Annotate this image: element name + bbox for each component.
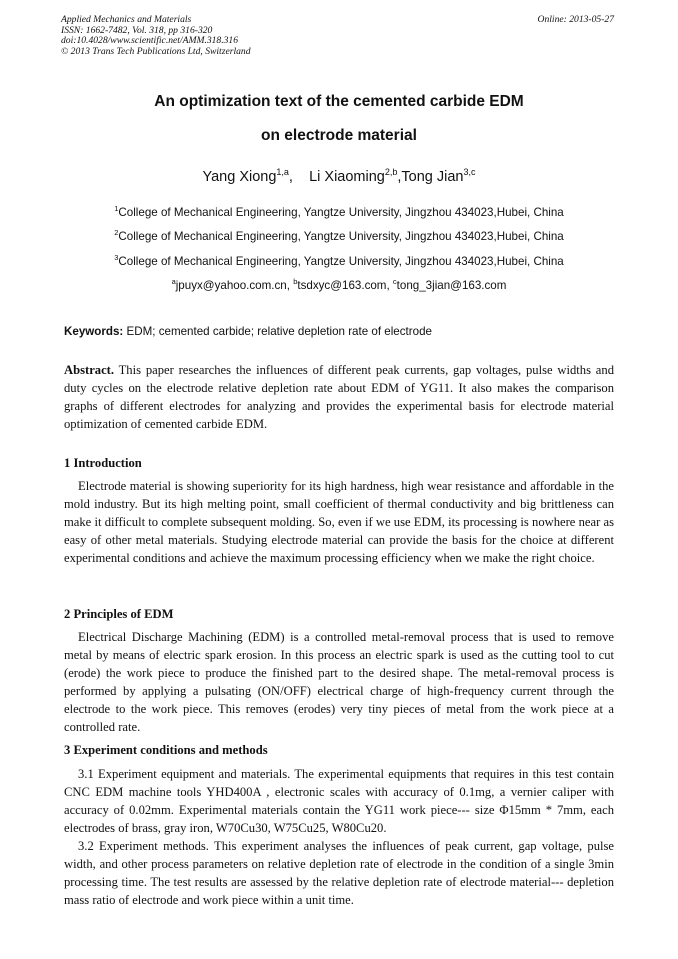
affiliation-superscript: 3 — [114, 253, 119, 262]
author-superscript: 1,a — [276, 167, 289, 177]
affiliation — [0, 204, 678, 219]
email-address[interactable]: jpuyx@yahoo.com.cn, — [175, 278, 294, 292]
email-superscript: a — [171, 277, 176, 286]
experiment-paragraph-methods: 3.2 Experiment methods. This experiment analyses the influences of peak current, gap voltage, pulse width, and other process parameters on relative depletion rate of electrode in the condition of a single 3min processing time. The test results are assessed by the relative depletion rate of electrode material--- depletion mass ratio of electrode and work piece within a unit time. — [64, 839, 614, 907]
paper-title-line-2: on electrode material — [261, 127, 417, 144]
keywords — [64, 325, 432, 338]
paper-title-line-1: An optimization text of the cemented carbide EDM — [154, 93, 524, 110]
publication-info — [61, 15, 251, 57]
affiliation-text: College of Mechanical Engineering, Yangtze University, Jingzhou 434023,Hubei, China — [118, 254, 564, 268]
abstract-label: Abstract. — [64, 363, 115, 377]
affiliation — [0, 228, 678, 243]
author-list — [0, 167, 678, 185]
author-name: Yang Xiong — [202, 168, 277, 185]
section-heading-experiment: 3 Experiment conditions and methods — [64, 743, 268, 757]
principles-paragraph: Electrical Discharge Machining (EDM) is a controlled metal-removal process that is used to remove metal by means of electric spark erosion. In this process an electric spark is used as the cutting tool to cut (erode) the work piece to produce the finished part to the desired shape. The metal-removal process is performed by applying a pulsating (ON/OFF) electrical charge of high-frequency current through the electrode to the work piece. This removes (erodes) very tiny pieces of metal from the work piece at a controlled rate. — [64, 630, 614, 734]
email-address[interactable]: tong_3jian@163.com — [396, 278, 507, 292]
affiliation-superscript: 1 — [114, 204, 119, 213]
author-separator: , — [397, 168, 402, 185]
author-separator: , — [288, 168, 310, 185]
abstract — [64, 362, 614, 434]
email-address[interactable]: tsdxyc@163.com, — [297, 278, 393, 292]
keywords-label: Keywords: — [64, 325, 124, 338]
experiment-paragraph-equipment: 3.1 Experiment equipment and materials. The experimental equipments that requires in this test contain CNC EDM machine tools YHD400A , electronic scales with accuracy of 0.1mg, a vernier caliper with accuracy of 0.02mm. Experimental materials contain the YG11 work piece--- size Φ15mm * 7mm, each electrodes of brass, gray iron, W70Cu30, W75Cu25, W80Cu20. — [64, 767, 614, 835]
introduction-paragraph: Electrode material is showing superiority for its high hardness, high wear resistance and affordable in the mold industry. But its high melting point, small coefficient of thermal conductivity and big brittleness can make it difficult to complete subsequent molding. So, even if we use EDM, its processing is nowhere near as easy of other metal materials. Studying electrode material can provide the basis for the choice at different experimental conditions and achieve the maximum processing efficiency when we make the right choice. — [64, 479, 614, 565]
doi-line: doi:10.4028/www.scientific.net/AMM.318.316 — [61, 35, 239, 47]
author-name: Li Xiaoming — [309, 168, 385, 185]
author-name: Tong Jian — [401, 168, 464, 185]
section-heading-introduction: 1 Introduction — [64, 456, 142, 470]
affiliation-text: College of Mechanical Engineering, Yangtze University, Jingzhou 434023,Hubei, China — [118, 205, 564, 219]
author-superscript: 3,c — [463, 167, 476, 177]
affiliation-superscript: 2 — [114, 228, 119, 237]
abstract-text: This paper researches the influences of different peak currents, gap voltages, pulse widths and duty cycles on the electrode relative depletion rate about EDM of YG11. It also makes the comparison graphs of different electrodes for analyzing and provides the experimental basis for electrode material optimization of cemented carbide EDM. — [64, 363, 614, 431]
affiliation-text: College of Mechanical Engineering, Yangtze University, Jingzhou 434023,Hubei, China — [118, 229, 564, 243]
email-list — [0, 277, 678, 292]
online-date: Online: 2013-05-27 — [537, 14, 614, 25]
email-superscript: c — [392, 277, 397, 286]
keywords-text: EDM; cemented carbide; relative depletion rate of electrode — [123, 325, 432, 338]
section-heading-principles: 2 Principles of EDM — [64, 607, 174, 621]
author-superscript: 2,b — [384, 167, 398, 177]
email-superscript: b — [293, 277, 298, 286]
issn-line: ISSN: 1662-7482, Vol. 318, pp 316-320 — [61, 24, 213, 36]
copyright-line: © 2013 Trans Tech Publications Ltd, Switzerland — [61, 45, 251, 57]
affiliation — [0, 253, 678, 268]
journal-name: Applied Mechanics and Materials — [61, 14, 192, 25]
